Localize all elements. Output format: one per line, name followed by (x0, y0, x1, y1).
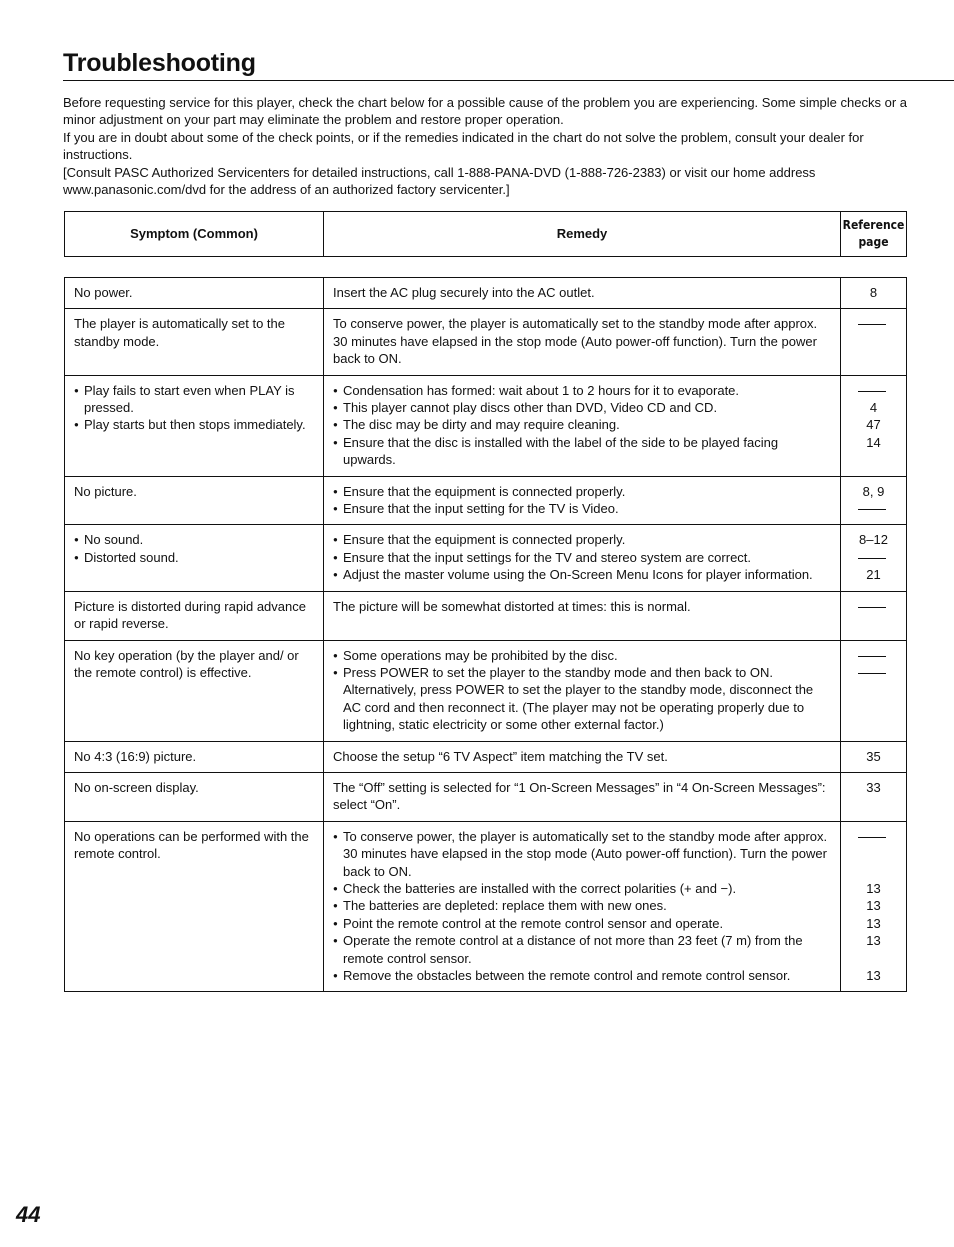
remedy-cell (324, 591, 841, 640)
reference-page-value: 47 (866, 417, 881, 433)
remedy-cell-item: ● Some operations may be prohibited by the disc. (333, 647, 832, 664)
table-row (65, 525, 907, 591)
symptom-cell (65, 640, 324, 741)
reference-page-value (841, 664, 906, 681)
reference-page-value: 14 (866, 434, 881, 450)
remedy-cell (324, 309, 841, 375)
remedy-cell (324, 821, 841, 992)
symptom-cell (65, 375, 324, 476)
reference-page-cell (841, 309, 907, 375)
symptom-cell (65, 525, 324, 591)
remedy-cell-item: ● Press POWER to set the player to the standby mode and then back to ON. Alternatively, press POWER to set the player to the standby mode, disconnect the AC cord and then reconnect it. (The player may not be operating properly due to lightning, static electricity or some other external factor.) (333, 664, 832, 734)
remedy-cell (324, 772, 841, 821)
dash-mark (858, 558, 886, 559)
page-title: Troubleshooting (63, 49, 256, 77)
symptom-cell (65, 309, 324, 375)
reference-page-cell (841, 591, 907, 640)
remedy-cell (324, 640, 841, 741)
dash-mark (858, 509, 886, 510)
remedy-cell-item: ● Ensure that the equipment is connected properly. (333, 531, 832, 548)
troubleshooting-table (64, 277, 907, 992)
remedy-cell-item: ● Ensure that the input settings for the TV and stereo system are correct. (333, 549, 832, 566)
reference-header-line: Reference (842, 218, 905, 232)
reference-page-value (841, 845, 906, 862)
reference-page-cell (841, 476, 907, 525)
symptom-cell (65, 741, 324, 772)
dash-mark (858, 673, 886, 674)
reference-page-cell (841, 772, 907, 821)
table-row (65, 741, 907, 772)
symptom-cell-item: No 4:3 (16:9) picture. (74, 748, 197, 764)
symptom-cell-item: No key operation (by the player and/ or the remote control) is effective. (74, 647, 299, 680)
reference-page-value: 8 (869, 285, 878, 300)
table-row (65, 476, 907, 525)
symptom-cell-item: ● Distorted sound. (74, 549, 315, 566)
symptom-cell (65, 591, 324, 640)
intro-paragraph: If you are in doubt about some of the check points, or if the remedies indicated in the chart do not solve the problem, consult your dealer for instructions. (63, 129, 864, 163)
reference-page-cell (841, 278, 907, 309)
reference-page-value: 8, 9 (862, 483, 885, 499)
reference-page-value: 13 (866, 915, 881, 931)
symptom-cell (65, 821, 324, 992)
reference-page-cell (841, 525, 907, 591)
remedy-cell-item: Insert the AC plug securely into the AC outlet. (333, 285, 595, 300)
remedy-cell (324, 741, 841, 772)
remedy-cell-item: The picture will be somewhat distorted at times: this is normal. (333, 598, 691, 614)
remedy-cell-item: ● To conserve power, the player is automatically set to the standby mode after approx. 30 minutes have elapsed in the stop mode (Auto power-off function). Turn the power back to ON. (333, 828, 832, 880)
reference-page-value (841, 950, 906, 967)
reference-page-value: 35 (866, 748, 881, 764)
table-row (65, 772, 907, 821)
page-number: 44 (16, 1202, 41, 1227)
reference-page-value (841, 549, 906, 566)
remedy-column-header: Remedy (324, 212, 841, 257)
remedy-cell-item: ● The disc may be dirty and may require cleaning. (333, 416, 832, 433)
reference-page-value: 13 (866, 968, 881, 983)
symptom-cell (65, 476, 324, 525)
symptom-cell-item: No operations can be performed with the remote control. (74, 828, 309, 862)
reference-page-value (841, 598, 906, 615)
reference-page-value: 13 (866, 880, 881, 896)
reference-page-value: 4 (869, 400, 878, 416)
dash-mark (858, 656, 886, 657)
reference-page-value: 8–12 (859, 532, 888, 548)
table-row (65, 821, 907, 992)
intro-text (63, 94, 913, 198)
reference-page-value (841, 828, 906, 845)
reference-page-value (841, 315, 906, 332)
symptom-column-header: Symptom (Common) (65, 212, 324, 257)
reference-page-cell (841, 821, 907, 992)
symptom-cell-item: Picture is distorted during rapid advance or rapid reverse. (74, 598, 306, 632)
remedy-cell-item: ● Ensure that the disc is installed with the label of the side to be played facing upwards. (333, 434, 832, 469)
remedy-cell-item: ● This player cannot play discs other than DVD, Video CD and CD. (333, 399, 832, 416)
dash-mark (858, 324, 886, 325)
remedy-cell-item: ● Operate the remote control at a distance of not more than 23 feet (7 m) from the remote control sensor. (333, 932, 832, 967)
reference-page-value: 33 (866, 779, 881, 795)
table-row (65, 640, 907, 741)
reference-page-cell (841, 375, 907, 476)
reference-page-cell (841, 741, 907, 772)
symptom-cell-item: No power. (74, 285, 133, 300)
page-header-line: page (858, 235, 889, 249)
reference-page-cell (841, 640, 907, 741)
reference-page-value: 13 (866, 898, 881, 914)
reference-page-column-header (841, 212, 907, 257)
remedy-cell-item: ● Ensure that the equipment is connected properly. (333, 483, 832, 500)
symptom-cell (65, 278, 324, 309)
symptom-cell-item: ● Play fails to start even when PLAY is pressed. (74, 382, 315, 417)
symptom-cell-item: ● Play starts but then stops immediately. (74, 416, 315, 433)
table-row (65, 309, 907, 375)
reference-page-value: 13 (866, 933, 881, 949)
symptom-cell (65, 772, 324, 821)
symptom-cell-item: No picture. (74, 483, 137, 499)
dash-mark (858, 837, 886, 838)
remedy-cell (324, 375, 841, 476)
troubleshooting-table-header (64, 211, 907, 257)
table-row (65, 591, 907, 640)
table-row (65, 278, 907, 309)
remedy-cell-item: ● Remove the obstacles between the remote control and remote control sensor. (333, 967, 832, 984)
reference-page-value (841, 863, 906, 880)
remedy-cell (324, 476, 841, 525)
remedy-cell (324, 525, 841, 591)
symptom-cell-item: No on-screen display. (74, 779, 199, 795)
remedy-cell-item: ● Ensure that the input setting for the TV is Video. (333, 500, 832, 517)
table-row (65, 375, 907, 476)
reference-page-value (841, 647, 906, 664)
reference-page-value (841, 500, 906, 517)
intro-paragraph: [Consult PASC Authorized Servicenters for detailed instructions, call 1-888-PANA-DVD (1-888-726-2383) or visit our home address www.panasonic.com/dvd for the address of an authorized factory servicenter.] (63, 164, 816, 198)
remedy-cell-item: ● Point the remote control at the remote control sensor and operate. (333, 915, 832, 932)
symptom-cell-item: ● No sound. (74, 531, 315, 548)
remedy-cell-item: ● The batteries are depleted: replace them with new ones. (333, 897, 832, 914)
remedy-cell-item: ● Condensation has formed: wait about 1 to 2 hours for it to evaporate. (333, 382, 832, 399)
title-underline (63, 80, 954, 81)
remedy-cell-item: ● Check the batteries are installed with the correct polarities (+ and −). (333, 880, 832, 897)
remedy-cell-item: The “Off” setting is selected for “1 On-Screen Messages” in “4 On-Screen Messages”: select “On”. (333, 779, 826, 813)
remedy-cell-item: Choose the setup “6 TV Aspect” item matching the TV set. (333, 748, 668, 764)
symptom-cell-item: The player is automatically set to the standby mode. (74, 316, 285, 349)
dash-mark (858, 391, 886, 392)
intro-paragraph: Before requesting service for this player, check the chart below for a possible cause of the problem you are experiencing. Some simple checks or a minor adjustment on your part may eliminate the problem and restore proper operation. (63, 95, 907, 128)
reference-page-value (841, 382, 906, 399)
remedy-cell-item: To conserve power, the player is automatically set to the standby mode after approx. 30 minutes have elapsed in the stop mode (Auto power-off function). Turn the power back to ON. (333, 316, 818, 367)
troubleshooting-table-body (65, 278, 907, 992)
remedy-cell (324, 278, 841, 309)
reference-page-value: 21 (866, 567, 881, 583)
dash-mark (858, 607, 886, 608)
remedy-cell-item: ● Adjust the master volume using the On-Screen Menu Icons for player information. (333, 566, 832, 583)
